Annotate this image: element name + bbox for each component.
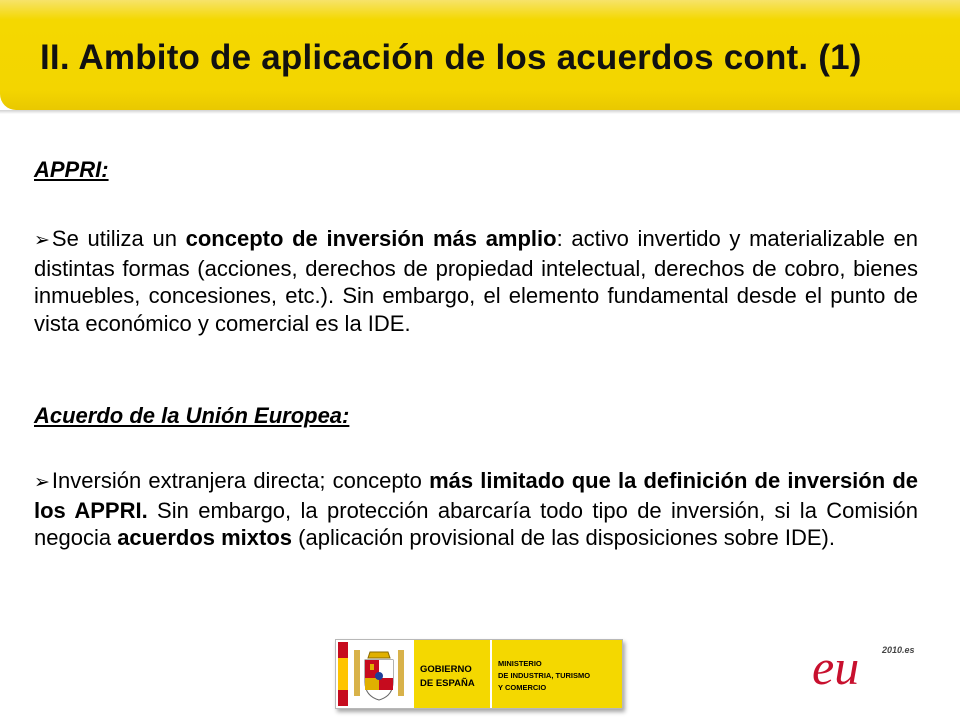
eu-year-label: 2010.es [882, 645, 915, 655]
section-heading-ue: Acuerdo de la Unión Europea: [34, 403, 350, 428]
bullet-ue-text-3: (aplicación provisional de las disposiciones sobre IDE). [292, 525, 835, 550]
flag-strip [338, 642, 348, 706]
bullet-ue-text-2: Sin embargo, la protección abarcaría todo tipo de inversión, si la Comisión negocia [34, 497, 918, 550]
slide-title: II. Ambito de aplicación de los acuerdos cont. (1) [40, 38, 862, 77]
title-banner-shadow [0, 110, 960, 114]
eu-logo-text: eu [812, 640, 860, 692]
bullet-appri-text-2: : activo invertido y materializable en distintas formas (acciones, derechos de propiedad intelectual, derechos de cobro, bienes inmuebles, concesiones, etc.). Sin embargo, el elemento fundamental desde el punto de vista económico y comercial es la IDE. [34, 226, 918, 336]
bullet-appri-text-1: Se utiliza un [51, 226, 186, 251]
ministerio-label [492, 640, 622, 708]
gobierno-logo [335, 639, 623, 709]
arrow-bullet-icon: ➢ [34, 472, 50, 493]
bullet-ue-bold-2: acuerdos mixtos [117, 525, 293, 550]
gobierno-line-2: DE ESPAÑA [420, 678, 475, 689]
arrow-bullet-icon: ➢ [34, 230, 50, 251]
bullet-appri [34, 225, 918, 337]
bullet-ue-bold-1: más limitado que la definición de inversión de los APPRI. [34, 468, 918, 523]
bullet-ue [34, 467, 918, 552]
gobierno-de-espana-label [414, 640, 491, 708]
bullet-appri-bold-1: concepto de inversión más amplio [185, 226, 557, 251]
section-heading-appri: APPRI: [34, 157, 109, 182]
ministerio-line-2: DE INDUSTRIA, TURISMO [498, 671, 591, 680]
bullet-ue-text-1: Inversión extranjera directa; concepto [51, 468, 430, 493]
ministerio-line-3: Y COMERCIO [498, 683, 547, 692]
gobierno-line-1: GOBIERNO [420, 664, 472, 675]
ministerio-line-1: MINISTERIO [498, 659, 542, 668]
coat-of-arms-icon [350, 644, 408, 704]
